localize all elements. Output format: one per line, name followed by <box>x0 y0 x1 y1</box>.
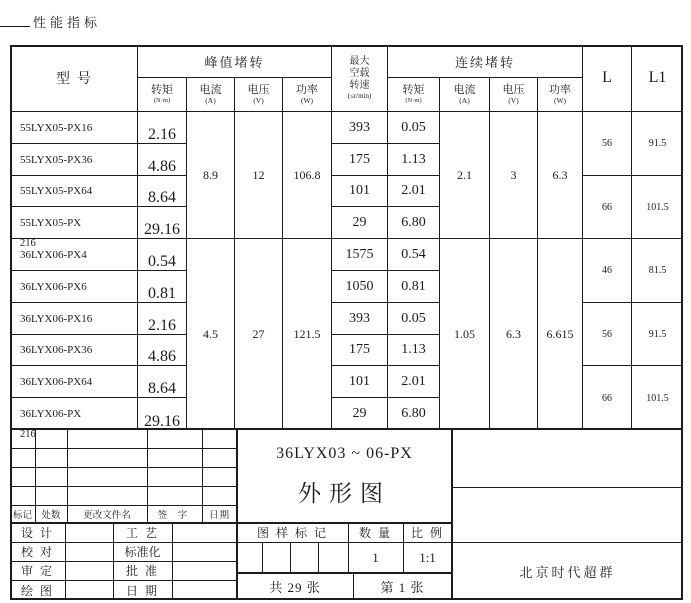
peak-torque-cell: 4.86 <box>138 335 187 366</box>
standardization-label: 标准化 <box>124 545 161 559</box>
peak-torque-cell: 29.16 <box>138 207 187 239</box>
model-cell: 36LYX06-PX16 <box>10 303 138 335</box>
max-speed-cell: 1575 <box>332 239 388 271</box>
L1-cell: 91.5 <box>632 303 683 366</box>
header-peak-current <box>187 78 235 112</box>
model-cell <box>10 207 138 249</box>
header-peak-power <box>283 78 332 112</box>
quantity-label: 数 量 <box>358 526 392 540</box>
max-speed-cell: 101 <box>332 366 388 398</box>
peak-current-unit: (A) <box>205 95 216 105</box>
revision-date-label: 日期 <box>208 511 230 521</box>
peak-voltage-merged: 12 <box>235 112 283 239</box>
peak-torque-cell: 2.16 <box>138 303 187 335</box>
peak-current-merged: 4.5 <box>187 239 235 430</box>
cont-torque-cell: 2.01 <box>388 176 440 207</box>
peak-power-merged: 106.8 <box>283 112 332 239</box>
L1-cell: 101.5 <box>646 392 669 404</box>
approve-label: 批 准 <box>125 564 159 578</box>
peak-torque-cell: 29.16 <box>138 398 187 430</box>
section-divider <box>236 428 238 600</box>
cont-power-label: 功率 <box>549 83 571 96</box>
date-label: 日 期 <box>125 583 159 598</box>
cont-current-label: 电流 <box>453 83 476 96</box>
cont-voltage-unit: (V) <box>508 95 519 105</box>
grid-line <box>10 448 237 449</box>
L1-cell: 81.5 <box>632 239 683 303</box>
peak-power-label: 功率 <box>296 83 318 96</box>
max-speed-cell: 393 <box>332 112 388 144</box>
grid-line <box>318 542 319 573</box>
grid-line <box>262 542 263 573</box>
total-sheets: 共 29 张 <box>269 580 321 595</box>
peak-power-unit: (W) <box>300 95 314 105</box>
grid-line <box>452 487 683 488</box>
model-cell: 36LYX06-PX6 <box>10 271 138 303</box>
cont-torque-cell: 2.01 <box>388 366 440 398</box>
model-cell <box>10 398 138 440</box>
max-speed-cell: 393 <box>332 303 388 335</box>
model-text: 55LYX05-PX <box>20 216 82 229</box>
peak-current-label: 电流 <box>199 83 222 96</box>
model-cell: 36LYX06-PX36 <box>10 335 138 366</box>
revision-count-label: 处数 <box>41 511 61 521</box>
L1-cell: 91.5 <box>632 112 683 176</box>
peak-voltage-unit: (V) <box>253 95 264 105</box>
cont-current-merged: 2.1 <box>440 112 490 239</box>
header-model: 型 号 <box>10 45 138 112</box>
L-cell: 46 <box>583 239 632 303</box>
grid-line <box>10 486 237 487</box>
header-peak-stall-group: 峰值堵转 <box>138 45 332 78</box>
model-cell: 55LYX05-PX64 <box>10 176 138 207</box>
max-speed-cell: 29 <box>332 207 388 239</box>
header-cont-torque <box>388 78 440 112</box>
peak-torque-cell: 0.81 <box>138 271 187 303</box>
cont-power-merged: 6.3 <box>538 112 583 239</box>
peak-torque-unit: (N·m) <box>153 97 171 105</box>
cont-torque-cell: 0.05 <box>388 303 440 335</box>
header-cont-current <box>440 78 490 112</box>
peak-torque-cell: 2.16 <box>138 112 187 144</box>
L-cell: 66 <box>583 176 632 239</box>
cont-torque-cell: 0.05 <box>388 112 440 144</box>
peak-current-merged: 8.9 <box>187 112 235 239</box>
max-speed-cell: 101 <box>332 176 388 207</box>
peak-torque-cell: 8.64 <box>138 176 187 207</box>
cont-voltage-merged: 6.3 <box>490 239 538 430</box>
peak-torque-label: 转矩 <box>151 84 173 97</box>
grid-line <box>290 542 291 573</box>
cont-voltage-label: 电压 <box>502 83 525 96</box>
cont-torque-unit: (N·m) <box>405 97 422 105</box>
max-speed-cell: 1050 <box>332 271 388 303</box>
header-cont-stall-group: 连续堵转 <box>388 45 583 78</box>
max-speed-cell: 29 <box>332 398 388 430</box>
cont-torque-cell: 1.13 <box>388 335 440 366</box>
stamp-label: 图 样 标 记 <box>256 526 328 540</box>
section-divider <box>451 428 453 600</box>
cont-torque-cell: 6.80 <box>388 207 440 239</box>
model-overflow-text: 216 <box>20 429 36 440</box>
model-cell: 36LYX06-PX64 <box>10 366 138 398</box>
quantity-value: 1 <box>372 549 379 565</box>
header-peak-torque <box>138 78 187 112</box>
header-cont-power <box>538 78 583 112</box>
header-L1: L1 <box>632 45 683 112</box>
cont-power-unit: (W) <box>553 95 567 105</box>
cont-torque-cell: 0.54 <box>388 239 440 271</box>
cont-torque-cell: 1.13 <box>388 144 440 176</box>
cont-current-unit: (A) <box>459 95 470 105</box>
L1-cell: 101.5 <box>632 176 683 239</box>
section-divider <box>10 522 453 524</box>
model-cell: 36LYX06-PX4 <box>10 239 138 271</box>
peak-power-merged: 121.5 <box>283 239 332 430</box>
header-max-noload-speed <box>332 45 388 112</box>
peak-torque-cell: 8.64 <box>138 366 187 398</box>
model-cell: 55LYX05-PX16 <box>10 112 138 144</box>
L-cell: 56 <box>583 112 632 176</box>
scale-value: 1:1 <box>419 549 436 565</box>
header-peak-voltage <box>235 78 283 112</box>
leader-line <box>0 26 30 27</box>
peak-voltage-merged: 27 <box>235 239 283 430</box>
scale-label: 比 例 <box>410 526 444 540</box>
model-text: 36LYX06-PX <box>20 408 82 420</box>
speed-header-unit: (≤r/min) <box>347 91 372 100</box>
header-L: L <box>583 45 632 112</box>
craft-label: 工 艺 <box>125 526 159 540</box>
speed-header-line3: 转速 <box>349 79 370 91</box>
drawing-code: 36LYX03 ~ 06-PX <box>276 445 413 462</box>
L-cell: 56 <box>583 303 632 366</box>
examine-label: 审 定 <box>20 564 54 578</box>
revision-mark-label: 标记 <box>12 511 32 521</box>
peak-voltage-label: 电压 <box>247 83 270 96</box>
max-speed-cell: 175 <box>332 144 388 176</box>
peak-torque-cell: 4.86 <box>138 144 187 176</box>
grid-line <box>10 467 237 468</box>
model-overflow-text: 216 <box>20 238 36 249</box>
cont-power-merged: 6.615 <box>538 239 583 430</box>
check-label: 校 对 <box>20 545 54 559</box>
drawing-title: 外形图 <box>298 480 391 506</box>
company-name: 北京时代超群 <box>519 564 616 580</box>
model-cell: 55LYX05-PX36 <box>10 144 138 176</box>
revision-sign-label: 签 字 <box>157 511 192 521</box>
sheet-number: 第 1 张 <box>380 580 425 595</box>
max-speed-cell: 175 <box>332 335 388 366</box>
cont-torque-label: 转矩 <box>402 84 425 97</box>
section-divider <box>237 572 452 574</box>
cont-torque-cell: 0.81 <box>388 271 440 303</box>
design-label: 设 计 <box>20 526 54 540</box>
header-cont-voltage <box>490 78 538 112</box>
cont-voltage-merged: 3 <box>490 112 538 239</box>
speed-header-line2: 空载 <box>349 67 370 79</box>
speed-header-line1: 最大 <box>349 55 370 67</box>
draw-label: 绘 图 <box>20 583 54 598</box>
cont-torque-cell: 6.80 <box>388 398 440 430</box>
peak-torque-cell: 0.54 <box>138 239 187 271</box>
cont-current-merged: 1.05 <box>440 239 490 430</box>
section-title: 性能指标 <box>33 14 102 30</box>
revision-file-label: 更改文件名 <box>83 511 131 521</box>
L-cell: 66 <box>583 366 632 430</box>
